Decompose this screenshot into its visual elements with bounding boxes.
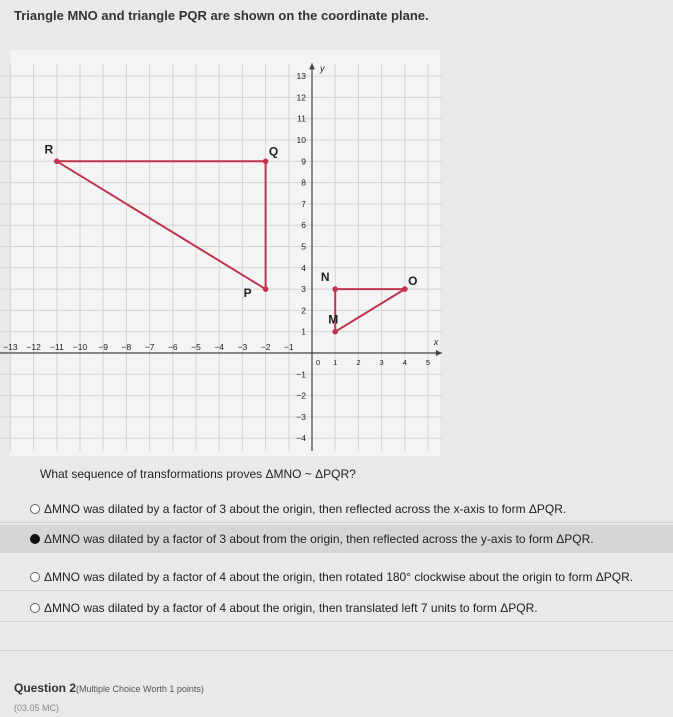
x-tick-label: 3 bbox=[379, 358, 384, 367]
vertex-label-r: R bbox=[44, 142, 54, 157]
y-tick-label: −4 bbox=[296, 433, 306, 444]
x-tick-label: −7 bbox=[144, 342, 155, 352]
y-axis-label: y bbox=[320, 63, 325, 74]
answer-option-2[interactable] bbox=[0, 525, 673, 553]
next-question-header bbox=[14, 681, 204, 695]
radio-button[interactable] bbox=[30, 603, 40, 613]
answer-option-1[interactable] bbox=[0, 495, 673, 523]
x-tick-label: −13 bbox=[3, 342, 18, 352]
vertex-label-q: Q bbox=[268, 144, 279, 159]
answer-option-label: ΔMNO was dilated by a factor of 3 about from the origin, then reflected across the y-axis to form ΔPQR. bbox=[44, 531, 594, 546]
y-tick-label: 9 bbox=[301, 156, 306, 167]
x-tick-label: −12 bbox=[26, 342, 41, 352]
x-tick-label: −1 bbox=[283, 342, 294, 352]
y-tick-label: 4 bbox=[301, 262, 306, 273]
vertex-r bbox=[54, 159, 60, 165]
x-tick-label: 0 bbox=[316, 358, 321, 367]
x-tick-label: −2 bbox=[260, 342, 271, 352]
section-divider bbox=[0, 650, 673, 651]
x-tick-label: 4 bbox=[402, 358, 407, 367]
vertex-m bbox=[332, 329, 338, 335]
x-tick-label: −11 bbox=[49, 342, 64, 352]
question-title: Triangle MNO and triangle PQR are shown on the coordinate plane. bbox=[14, 8, 429, 23]
y-tick-label: 6 bbox=[301, 220, 306, 231]
x-tick-label: 2 bbox=[356, 358, 361, 367]
x-tick-label: −3 bbox=[237, 342, 248, 352]
vertex-label-o: O bbox=[408, 274, 418, 289]
y-tick-label: 11 bbox=[297, 113, 306, 124]
vertex-label-p: P bbox=[243, 286, 252, 301]
y-tick-label: 1 bbox=[301, 326, 306, 337]
y-tick-label: 12 bbox=[296, 92, 306, 103]
radio-button-selected[interactable] bbox=[30, 534, 40, 544]
answer-option-3[interactable] bbox=[0, 563, 673, 591]
y-tick-label: 5 bbox=[301, 241, 306, 252]
answer-option-label: ΔMNO was dilated by a factor of 4 about the origin, then translated left 7 units to form ΔPQR. bbox=[44, 600, 538, 615]
radio-button[interactable] bbox=[30, 504, 40, 514]
x-tick-label: −8 bbox=[121, 342, 132, 352]
coordinate-plane bbox=[3, 50, 440, 456]
vertex-label-n: N bbox=[320, 270, 330, 285]
x-axis-label: x bbox=[433, 337, 439, 347]
next-question-points: (Multiple Choice Worth 1 points) bbox=[76, 684, 204, 694]
vertex-q bbox=[263, 159, 269, 165]
vertex-n bbox=[332, 286, 338, 292]
x-tick-label: −6 bbox=[167, 342, 178, 352]
radio-button[interactable] bbox=[30, 572, 40, 582]
x-tick-label: −10 bbox=[72, 342, 88, 352]
next-question-code: (03.05 MC) bbox=[14, 703, 60, 713]
x-tick-label: −4 bbox=[214, 342, 225, 352]
x-tick-label: 5 bbox=[425, 358, 431, 367]
y-tick-label: 10 bbox=[296, 135, 306, 145]
vertex-label-m: M bbox=[328, 312, 339, 327]
vertex-o bbox=[402, 286, 408, 292]
x-tick-label: 1 bbox=[333, 358, 338, 367]
answer-option-4[interactable] bbox=[0, 594, 673, 622]
next-question-title: Question 2 bbox=[14, 681, 77, 695]
y-tick-label: −1 bbox=[296, 369, 306, 380]
answer-option-label: ΔMNO was dilated by a factor of 3 about the origin, then reflected across the x-axis to form ΔPQR. bbox=[44, 501, 567, 516]
y-tick-label: −3 bbox=[296, 411, 306, 422]
y-tick-label: −2 bbox=[296, 390, 306, 401]
y-tick-label: 7 bbox=[301, 198, 306, 209]
vertex-p bbox=[263, 286, 269, 292]
answer-option-label: ΔMNO was dilated by a factor of 4 about the origin, then rotated 180° clockwise about the origin to form ΔPQR. bbox=[44, 569, 634, 584]
y-tick-label: 2 bbox=[301, 305, 306, 316]
y-tick-label: 8 bbox=[301, 177, 306, 188]
y-tick-label: 3 bbox=[301, 284, 306, 295]
question-prompt: What sequence of transformations proves ΔMNO ~ ΔPQR? bbox=[40, 467, 356, 481]
x-tick-label: −9 bbox=[98, 342, 109, 352]
x-tick-label: −5 bbox=[191, 342, 201, 352]
coordinate-plane-svg bbox=[3, 50, 440, 456]
y-tick-label: 13 bbox=[296, 71, 306, 82]
